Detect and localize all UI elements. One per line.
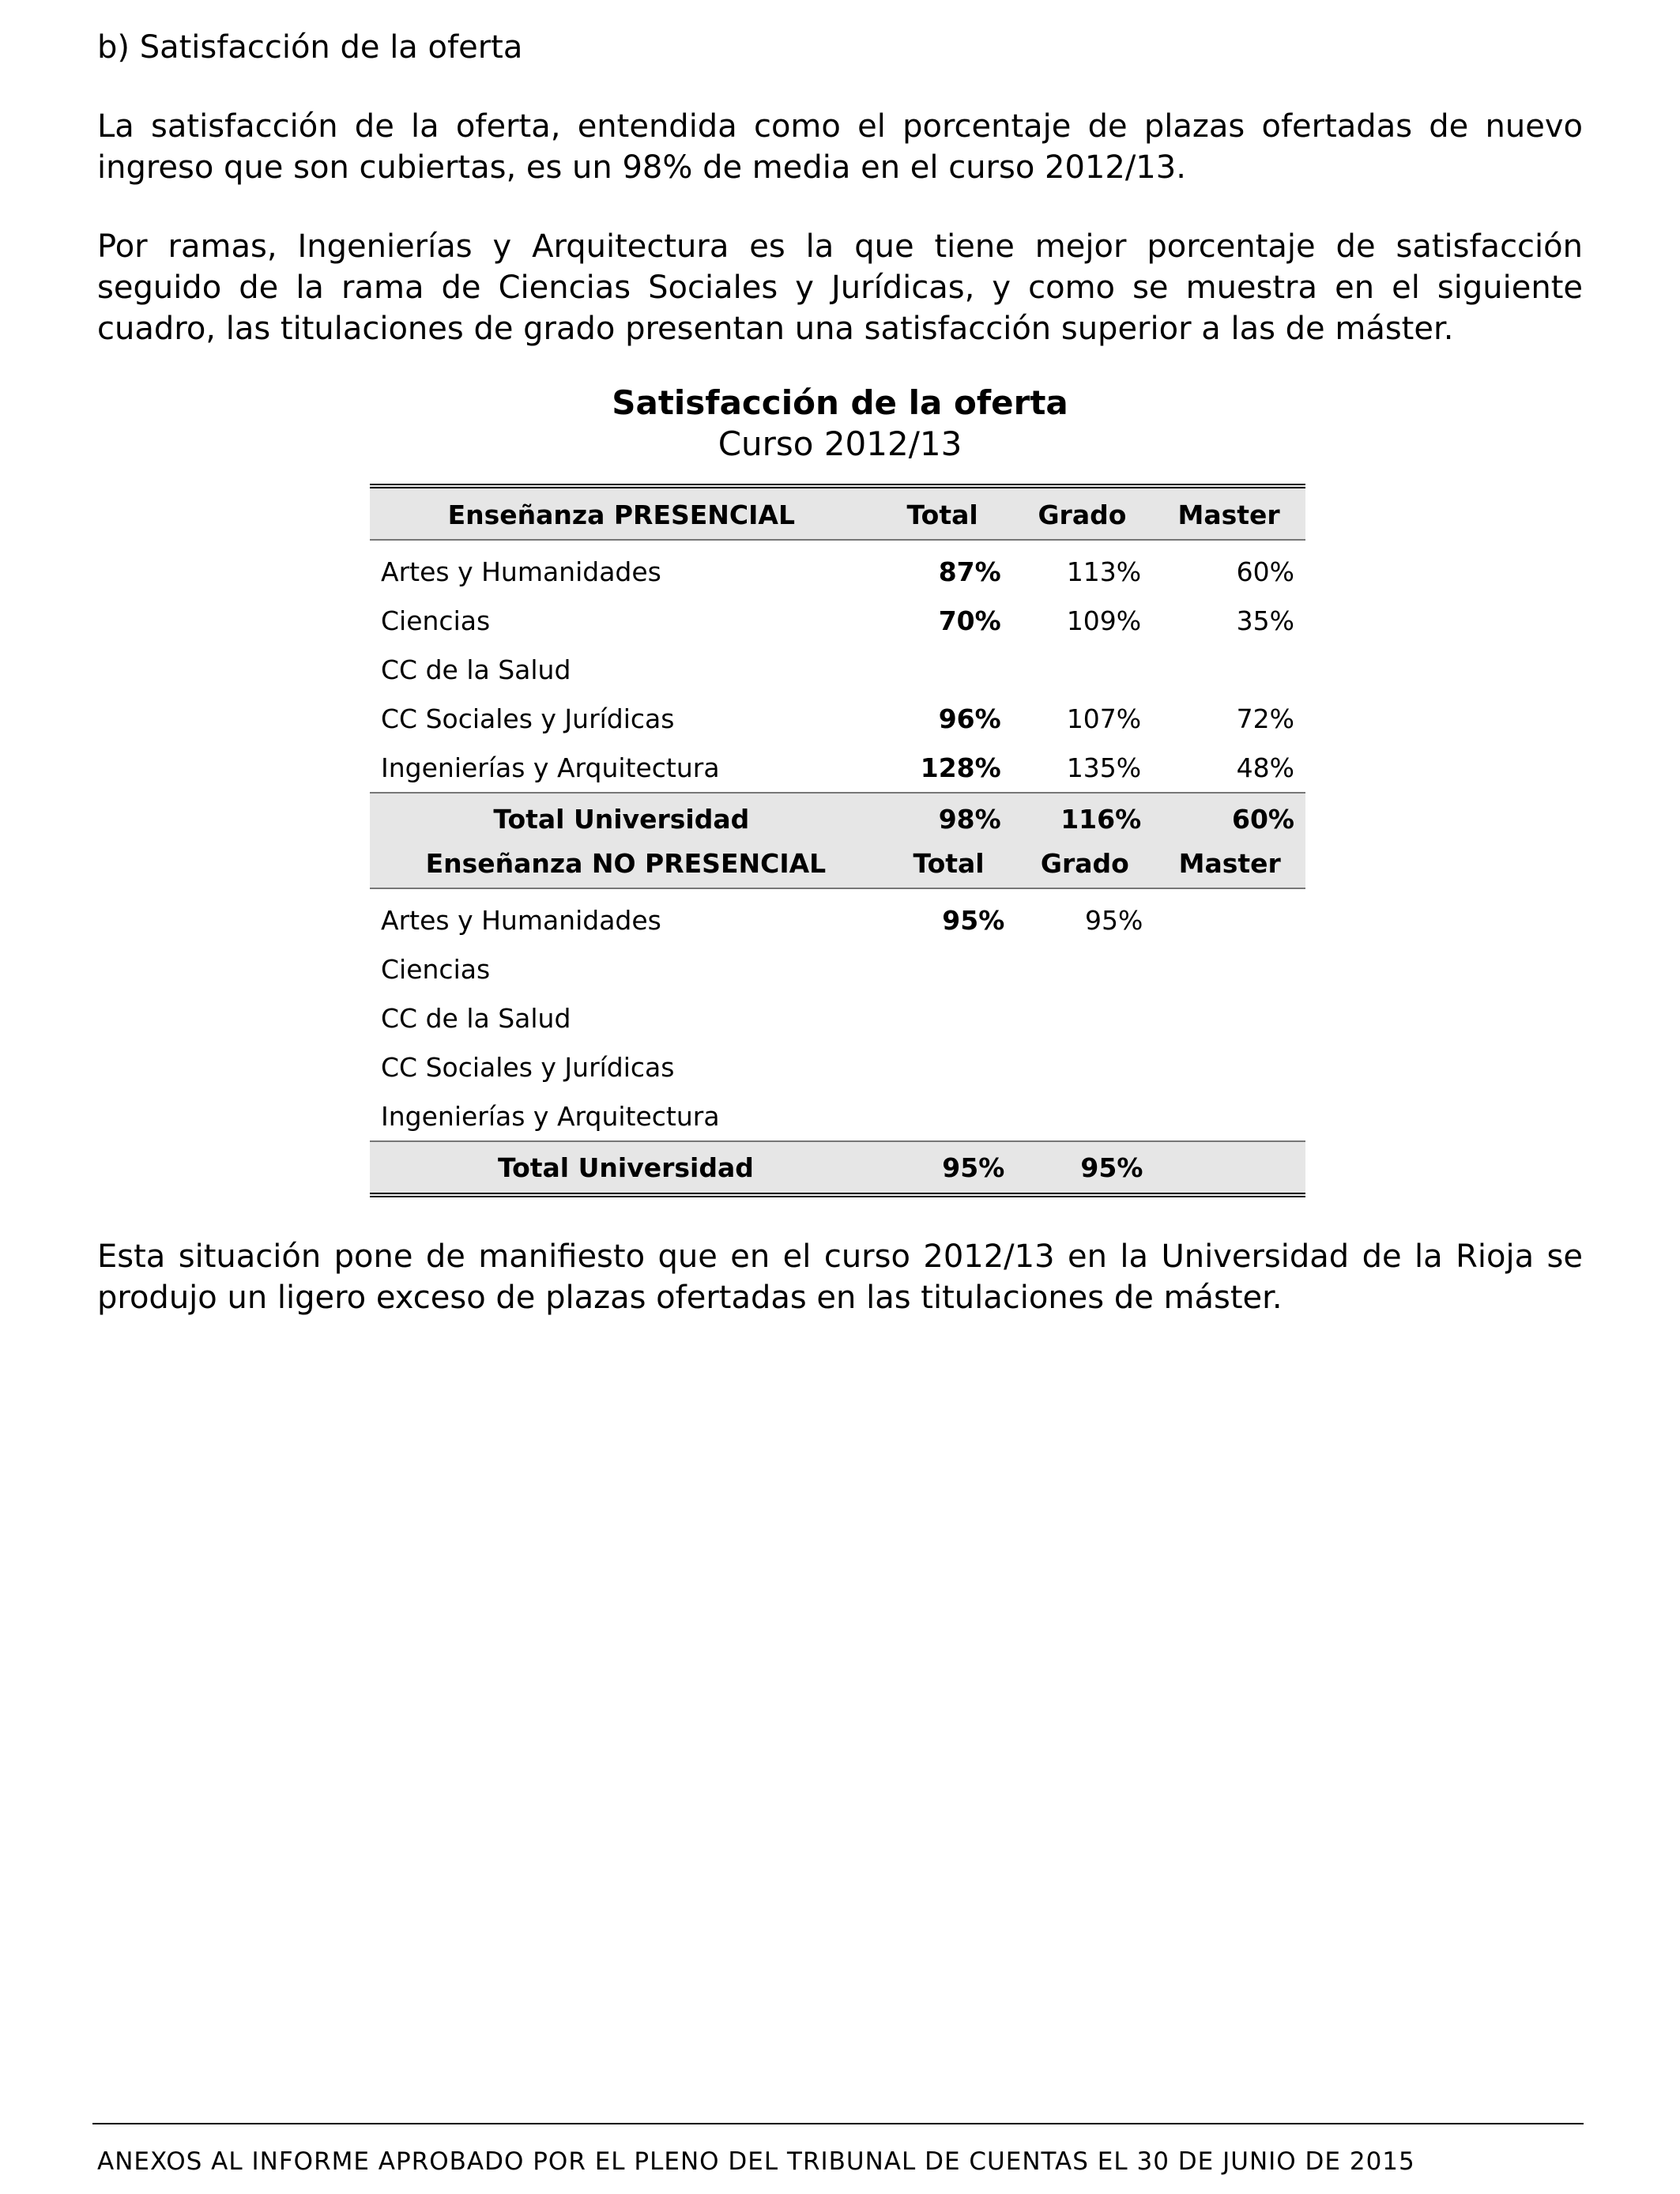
- header-section-label: Enseñanza NO PRESENCIAL: [370, 839, 882, 888]
- cell-master: 60%: [1236, 556, 1294, 587]
- cell-total: [882, 1042, 1015, 1091]
- total-total: 98%: [873, 793, 1012, 846]
- total-master: [1154, 1141, 1305, 1195]
- table-title: Satisfacción de la oferta: [612, 383, 1068, 422]
- table-header-row: [370, 486, 1305, 540]
- table-presencial: [370, 484, 1305, 848]
- total-grado: 95%: [1015, 1141, 1154, 1195]
- cell-master: [1152, 645, 1305, 694]
- row-label: CC de la Salud: [381, 1002, 571, 1034]
- total-grado: 116%: [1012, 793, 1152, 846]
- table-row: [370, 694, 1305, 743]
- cell-grado: 109%: [1066, 605, 1142, 636]
- header-total: Total: [873, 486, 1012, 540]
- cell-total: [882, 944, 1015, 993]
- table-row: [370, 1091, 1305, 1141]
- table-header-row: [370, 839, 1305, 888]
- cell-total: [882, 993, 1015, 1042]
- cell-total: 96%: [938, 703, 1001, 734]
- row-label: Artes y Humanidades: [381, 904, 661, 936]
- cell-master: [1154, 1091, 1305, 1141]
- header-total: Total: [882, 839, 1015, 888]
- table-no-presencial: [370, 839, 1305, 1197]
- row-label: CC de la Salud: [381, 654, 571, 685]
- header-master: Master: [1152, 486, 1305, 540]
- cell-total: 70%: [938, 605, 1001, 636]
- cell-master: [1154, 888, 1305, 944]
- cell-total: 128%: [920, 752, 1001, 783]
- cell-total: [882, 1091, 1015, 1141]
- cell-total: 95%: [942, 904, 1005, 936]
- footer-divider: [92, 2123, 1584, 2124]
- page-footer: ANEXOS AL INFORME APROBADO POR EL PLENO DEL TRIBUNAL DE CUENTAS EL 30 DE JUNIO DE 2015: [97, 2147, 1415, 2176]
- cell-grado: 135%: [1066, 752, 1142, 783]
- cell-master: [1154, 944, 1305, 993]
- total-label: Total Universidad: [370, 1141, 882, 1195]
- cell-grado: [1015, 1042, 1154, 1091]
- cell-grado: 107%: [1066, 703, 1142, 734]
- total-row: [370, 1141, 1305, 1195]
- cell-grado: 95%: [1085, 904, 1143, 936]
- section-heading: b) Satisfacción de la oferta: [97, 29, 523, 66]
- row-label: CC Sociales y Jurídicas: [381, 1051, 675, 1083]
- cell-total: 87%: [938, 556, 1001, 587]
- header-section-label: Enseñanza PRESENCIAL: [370, 486, 873, 540]
- row-label: Ingenierías y Arquitectura: [381, 1100, 720, 1132]
- cell-master: 72%: [1236, 703, 1294, 734]
- paragraph-ramas: Por ramas, Ingenierías y Arquitectura es la que tiene mejor porcentaje de satisfacción seguido de la rama de Ciencias Sociales y Jurídicas, y como se muestra en el siguiente cuadro, las titulaciones de grado presentan una satisfacción superior a las de máster.: [97, 228, 1583, 347]
- total-master: 60%: [1152, 793, 1305, 846]
- table-row: [370, 540, 1305, 596]
- cell-grado: 113%: [1066, 556, 1142, 587]
- table-subtitle: Curso 2012/13: [718, 424, 962, 463]
- header-grado: Grado: [1015, 839, 1154, 888]
- row-label: Ingenierías y Arquitectura: [381, 752, 720, 783]
- cell-master: [1154, 993, 1305, 1042]
- table-row: [370, 888, 1305, 944]
- row-label: CC Sociales y Jurídicas: [381, 703, 675, 734]
- header-grado: Grado: [1012, 486, 1152, 540]
- row-label: Ciencias: [381, 953, 491, 985]
- cell-grado: [1015, 1091, 1154, 1141]
- cell-total: [873, 645, 1012, 694]
- cell-master: 48%: [1236, 752, 1294, 783]
- table-row: [370, 993, 1305, 1042]
- table-row: [370, 743, 1305, 793]
- table-row: [370, 944, 1305, 993]
- total-total: 95%: [882, 1141, 1015, 1195]
- row-label: Artes y Humanidades: [381, 556, 661, 587]
- header-master: Master: [1154, 839, 1305, 888]
- table-row: [370, 645, 1305, 694]
- cell-grado: [1015, 944, 1154, 993]
- paragraph-intro: La satisfacción de la oferta, entendida como el porcentaje de plazas ofertadas de nuevo ingreso que son cubiertas, es un 98% de media en el curso 2012/13.: [97, 108, 1583, 186]
- row-label: Ciencias: [381, 605, 491, 636]
- cell-grado: [1012, 645, 1152, 694]
- total-label: Total Universidad: [370, 793, 873, 846]
- paragraph-conclusion: Esta situación pone de manifiesto que en el curso 2012/13 en la Universidad de la Rioja se produjo un ligero exceso de plazas ofertadas en las titulaciones de máster.: [97, 1238, 1583, 1316]
- table-row: [370, 596, 1305, 645]
- cell-grado: [1015, 993, 1154, 1042]
- cell-master: 35%: [1236, 605, 1294, 636]
- table-row: [370, 1042, 1305, 1091]
- cell-master: [1154, 1042, 1305, 1091]
